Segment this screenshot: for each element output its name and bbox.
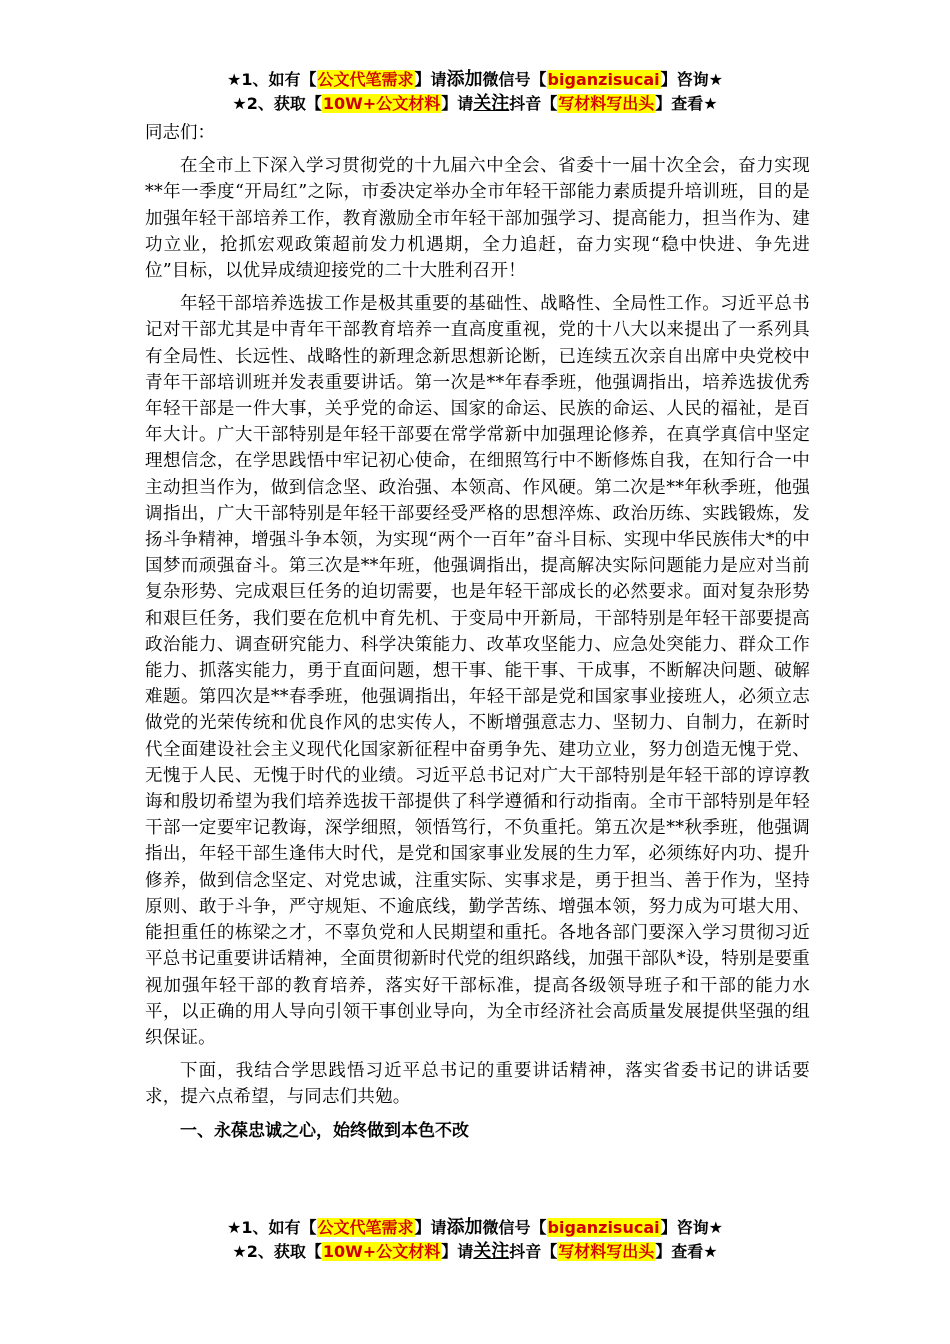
banner-line-1 (0, 68, 950, 92)
banner-line-2 (0, 92, 950, 116)
banner-emphasis: 关注 (473, 93, 510, 114)
banner-text: ★2、获取【 (232, 94, 322, 113)
banner-text: 微信号【 (482, 1218, 547, 1237)
highlight-wechat-id: biganzisucai (547, 70, 660, 89)
banner-text: 】请 (414, 1218, 447, 1237)
banner-emphasis: 添加 (446, 69, 483, 90)
footer-banner (0, 1216, 950, 1264)
banner-text: ★1、如有【 (227, 1218, 317, 1237)
banner-text: 】查看★ (655, 1242, 718, 1261)
banner-text: 抖音【 (509, 1242, 558, 1261)
paragraph-speeches: 年轻干部培养选拔工作是极其重要的基础性、战略性、全局性工作。习近平总书记对干部尤其是中青年干部教育培养一直高度重视，党的十八大以来提出了一系列具有全局性、长远性、战略性的新理念新思想新论断，已连续五次亲自出席中央党校中青年干部培训班并发表重要讲话。第一次是**年春季班，他强调指出，培养选拔优秀年轻干部是一件大事，关乎党的命运、国家的命运、民族的命运、人民的福祉，是百年大计。广大干部特别是年轻干部要在常学常新中加强理论修养，在真学真信中坚定理想信念，在学思践悟中牢记初心使命，在细照笃行中不断修炼自我，在知行合一中主动担当作为，做到信念坚、政治强、本领高、作风硬。第二次是**年秋季班，他强调指出，广大干部特别是年轻干部要经受严格的思想淬炼、政治历练、实践锻炼，发扬斗争精神，增强斗争本领，为实现“两个一百年”奋斗目标、实现中华民族伟大*的中国梦而顽强奋斗。第三次是**年班，他强调指出，提高解决实际问题能力是应对当前复杂形势、完成艰巨任务的迫切需要，也是年轻干部成长的必然要求。面对复杂形势和艰巨任务，我们要在危机中育先机、于变局中开新局，干部特别是年轻干部要提高政治能力、调查研究能力、科学决策能力、改革攻坚能力、应急处突能力、群众工作能力、抓落实能力，勇于直面问题，想干事、能干事、干成事，不断解决问题、破解难题。第四次是**春季班，他强调指出，年轻干部是党和国家事业接班人，必须立志做党的光荣传统和优良作风的忠实传人，不断增强意志力、坚韧力、自制力，在新时代全面建设社会主义现代化国家新征程中奋勇争先、建功立业，努力创造无愧于党、无愧于人民、无愧于时代的业绩。习近平总书记对广大干部特别是年轻干部的谆谆教诲和殷切希望为我们培养选拔干部提供了科学遵循和行动指南。全市干部特别是年轻干部一定要牢记教诲，深学细照，领悟笃行，不负重托。第五次是**秋季班，他强调指出，年轻干部生逢伟大时代，是党和国家事业发展的生力军，必须练好内功、提升修养，做到信念坚定、对党忠诚，注重实际、实事求是，勇于担当、善于作为，坚持原则、敢于斗争，严守规矩、不逾底线，勤学苦练、增强本领，努力成为可堪大用、能担重任的栋梁之才，不辜负党和人民期望和重托。各地各部门要深入学习贯彻习近平总书记重要讲话精神，全面贯彻新时代党的组织路线，加强干部队*设，特别是要重视加强年轻干部的教育培养，落实好干部标准，提高各级领导班子和干部的能力水平，以正确的用人导向引领干事创业导向，为全市经济社会高质量发展提供坚强的组织保证。 (145, 294, 810, 1048)
highlight-douyin-account: 写材料写出头 (558, 1242, 655, 1261)
salutation: 同志们： (145, 123, 215, 143)
highlight-ghostwriting: 公文代笔需求 (317, 1218, 414, 1237)
header-banner (0, 68, 950, 116)
banner-text: 】请 (414, 70, 447, 89)
banner-text: 】咨询★ (660, 1218, 723, 1237)
highlight-ghostwriting: 公文代笔需求 (317, 70, 414, 89)
paragraph-transition: 下面，我结合学思践悟习近平总书记的重要讲话精神，落实省委书记的讲话要求，提六点希望，与同志们共勉。 (145, 1061, 810, 1108)
banner-text: 抖音【 (509, 94, 558, 113)
banner-text: 】查看★ (655, 94, 718, 113)
highlight-materials: 10W+公文材料 (322, 1242, 441, 1261)
highlight-wechat-id: biganzisucai (547, 1218, 660, 1237)
banner-text: 微信号【 (482, 70, 547, 89)
banner-emphasis: 关注 (473, 1241, 510, 1262)
paragraph-intro: 在全市上下深入学习贯彻党的十九届六中全会、省委十一届十次全会，奋力实现**年一季度“开局红”之际，市委决定举办全市年轻干部能力素质提升培训班，目的是加强年轻干部培养工作，教育激励全市年轻干部加强学习、提高能力，担当作为、建功立业，抢抓宏观政策超前发力机遇期，全力追赶，奋力实现“稳中快进、争先进位”目标，以优异成绩迎接党的二十大胜利召开！ (145, 156, 810, 282)
banner-emphasis: 添加 (446, 1217, 483, 1238)
banner-text: ★2、获取【 (232, 1242, 322, 1261)
banner-text: 】咨询★ (660, 70, 723, 89)
section-heading-1: 一、永葆忠诚之心，始终做到本色不改 (180, 1120, 469, 1141)
highlight-materials: 10W+公文材料 (322, 94, 441, 113)
highlight-douyin-account: 写材料写出头 (558, 94, 655, 113)
banner-text: 】请 (441, 94, 474, 113)
document-body (145, 120, 810, 1144)
banner-text: 】请 (441, 1242, 474, 1261)
banner-line-2 (0, 1240, 950, 1264)
banner-line-1 (0, 1216, 950, 1240)
banner-text: ★1、如有【 (227, 70, 317, 89)
